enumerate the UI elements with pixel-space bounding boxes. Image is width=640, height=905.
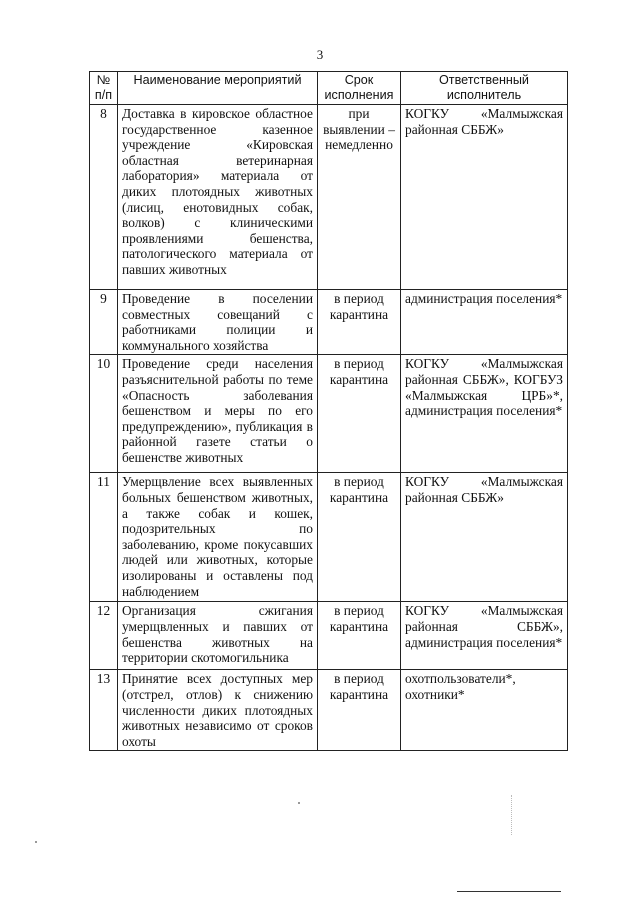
row-number: 12	[90, 602, 118, 670]
scan-artifact	[511, 795, 513, 835]
row-measure-name: Проведение в поселении совместных совещаний с работниками полиции и коммунального хозяйства	[118, 290, 318, 355]
header-measure-name: Наименование мероприятий	[118, 72, 318, 105]
table-row	[90, 355, 568, 473]
row-number: 8	[90, 105, 118, 290]
table-row	[90, 105, 568, 290]
row-measure-name: Принятие всех доступных мер (отстрел, отлов) к снижению численности диких плотоядных животных независимо от сроков охоты	[118, 670, 318, 751]
row-term: в период карантина	[318, 602, 401, 670]
header-term: Срок исполнения	[318, 72, 401, 105]
page-number: 3	[316, 47, 324, 62]
scan-speck	[35, 841, 37, 843]
table-row	[90, 473, 568, 602]
table-row	[90, 670, 568, 751]
table-row	[90, 602, 568, 670]
footer-rule	[457, 891, 561, 892]
row-responsible: охотпользователи*, охотники*	[401, 670, 568, 751]
scan-speck	[298, 802, 300, 804]
table-row	[90, 290, 568, 355]
row-number: 9	[90, 290, 118, 355]
row-measure-name: Умерщвление всех выявленных больных бешенством животных, а также собак и кошек, подозрительных по заболеванию, кроме покусавших людей или животных, которые изолированы и оставлены под наблюдением	[118, 473, 318, 602]
row-responsible: КОГКУ «Малмыжская районная СББЖ», КОГБУЗ «Малмыжская ЦРБ»*, администрация поселения*	[401, 355, 568, 473]
row-term: при выявлении – немедленно	[318, 105, 401, 290]
row-responsible: КОГКУ «Малмыжская районная СББЖ»	[401, 105, 568, 290]
row-measure-name: Доставка в кировское областное государственное казенное учреждение «Кировская областная ветеринарная лаборатория» материала от диких плотоядных животных (лисиц, енотовидных собак, волков) с клиническими проявлениями бешенства, патологического материала от павших животных	[118, 105, 318, 290]
row-number: 10	[90, 355, 118, 473]
row-term: в период карантина	[318, 670, 401, 751]
row-measure-name: Проведение среди населения разъяснительной работы по теме «Опасность заболевания бешенством и меры по его предупреждению», публикация в районной газете статьи о бешенстве животных	[118, 355, 318, 473]
header-number: № п/п	[90, 72, 118, 105]
row-responsible: администрация поселения*	[401, 290, 568, 355]
header-responsible: Ответственный исполнитель	[401, 72, 568, 105]
row-term: в период карантина	[318, 290, 401, 355]
table-header-row	[90, 72, 568, 105]
row-term: в период карантина	[318, 355, 401, 473]
measures-table	[89, 71, 568, 751]
row-term: в период карантина	[318, 473, 401, 602]
row-responsible: КОГКУ «Малмыжская районная СББЖ»	[401, 473, 568, 602]
row-responsible: КОГКУ «Малмыжская районная СББЖ», администрация поселения*	[401, 602, 568, 670]
row-measure-name: Организация сжигания умерщвленных и павших от бешенства животных на территории скотомогильника	[118, 602, 318, 670]
row-number: 11	[90, 473, 118, 602]
row-number: 13	[90, 670, 118, 751]
